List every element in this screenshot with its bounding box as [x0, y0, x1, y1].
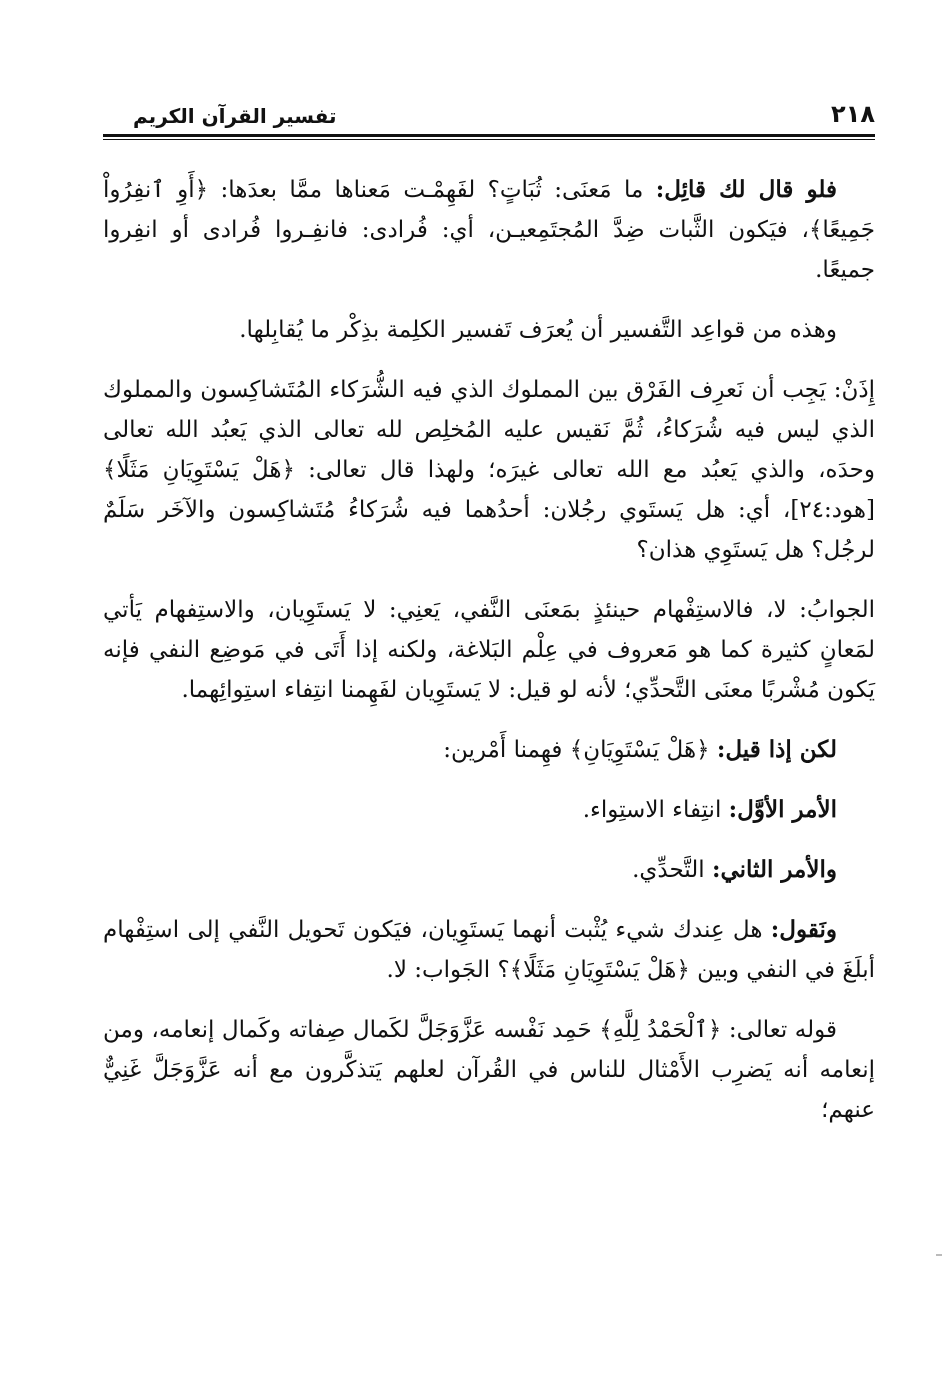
- paragraph-3: [103, 370, 875, 570]
- paragraph-text: ما مَعنَى: ثُبَاتٍ؟ لفَهِمْـت مَعناها ممَّا بعدَها: ﴿أَوِ ٱنفِرُواْ جَمِيعًا﴾، فيَكون الثَّبات ضِدَّ المُجتَمِعيـن، أي: فُرادى: فانفِـروا فُرادى أو انفِروا جميعًا.: [103, 177, 875, 283]
- paragraph-text: التَّحدِّي.: [632, 857, 712, 883]
- book-title: تفسير القرآن الكريم: [133, 104, 337, 128]
- paragraph-6: [103, 790, 875, 830]
- paragraph-7: [103, 850, 875, 890]
- paragraph-text: الجوابُ: لا، فالاستِفْهام حينئذٍ بمَعنَى النَّفي، يَعنِي: لا يَستَوِيان، والاستِفهام يَأتي لمَعانٍ كثيرة كما هو مَعروف في عِلْم البَلاغة، ولكنه إذا أَتَى في مَوضِع النفي فإنه يَكون مُشْربًا معنَى التَّحدِّي؛ لأنه لو قيل: لا يَستَوِيان لفَهِمنا انتِفاء استِوائِهما.: [103, 597, 875, 703]
- paragraph-lead: والأمر الثاني:: [711, 856, 837, 883]
- body-text: [103, 170, 875, 1150]
- paragraph-text: انتِفاء الاستِواء.: [582, 797, 729, 823]
- paragraph-text: إِذَنْ: يَجِب أن نَعرِف الفَرْق بين المملوك الذي فيه الشُّرَكاء المُتَشاكِسون والمملوك الذي ليس فيه شُرَكاءُ، ثُمَّ نَقيس عليه المُخلِص لله تعالى الذي يَعبُد الله تعالى وحدَه، والذي يَعبُد مع الله تعالى غيرَه؛ ولهذا قال تعالى: ﴿هَلْ يَسْتَوِيَانِ مَثَلًا﴾ [هود:٢٤]، أي: هل يَستَوي رجُلان: أحدُهما فيه شُرَكاءُ مُتَشاكِسون والآخَر سَلَمٌ لرجُل؟ هل يَستَوِي هذان؟: [103, 377, 876, 563]
- paragraph-lead: فلو قال لك قائِل:: [655, 176, 837, 203]
- paragraph-2: [103, 310, 875, 350]
- header-rule-thin: [103, 139, 875, 140]
- paragraph-4: [103, 590, 875, 710]
- page-number: ٢١٨: [831, 100, 875, 128]
- page-header: [103, 96, 875, 136]
- paragraph-lead: لكن إذا قيل:: [716, 736, 837, 763]
- paragraph-9: [103, 1010, 875, 1130]
- paragraph-5: [103, 730, 875, 770]
- paragraph-text: وهذه من قواعِد التَّفسير أن يُعرَف تَفسير الكلِمة بذِكْر ما يُقابِلها.: [239, 317, 837, 343]
- paragraph-1: [103, 170, 875, 290]
- header-rule: [103, 134, 875, 137]
- paragraph-lead: ونَقول:: [770, 916, 837, 943]
- paragraph-text: هل عِندك شيء يُثْبت أنهما يَستَوِيان، فيَكون تَحويل النَّفي إلى استِفْهام أبلَغَ في النفي وبين ﴿هَلْ يَسْتَوِيَانِ مَثَلًا﴾؟ الجَواب: لا.: [103, 917, 875, 983]
- paragraph-lead: الأمر الأوَّل:: [728, 796, 837, 823]
- paragraph-8: [103, 910, 875, 990]
- paragraph-text: قوله تعالى: ﴿ٱلْحَمْدُ لِلَّهِ﴾ حَمِد نَفْسه عَزَّوَجَلَّ لكَمال صِفاته وكَمال إنعامه، ومن إنعامه أنه يَضرِب الأَمْثال للناس في القُرآن لعلهم يَتذكَّرون مع أنه عَزَّوَجَلَّ غَنِيٌّ عنهم؛: [103, 1017, 875, 1123]
- paragraph-text: ﴿هَلْ يَسْتَوِيَانِ﴾ فهِمنا أَمْرين:: [443, 737, 717, 763]
- scan-mark: [936, 1254, 942, 1256]
